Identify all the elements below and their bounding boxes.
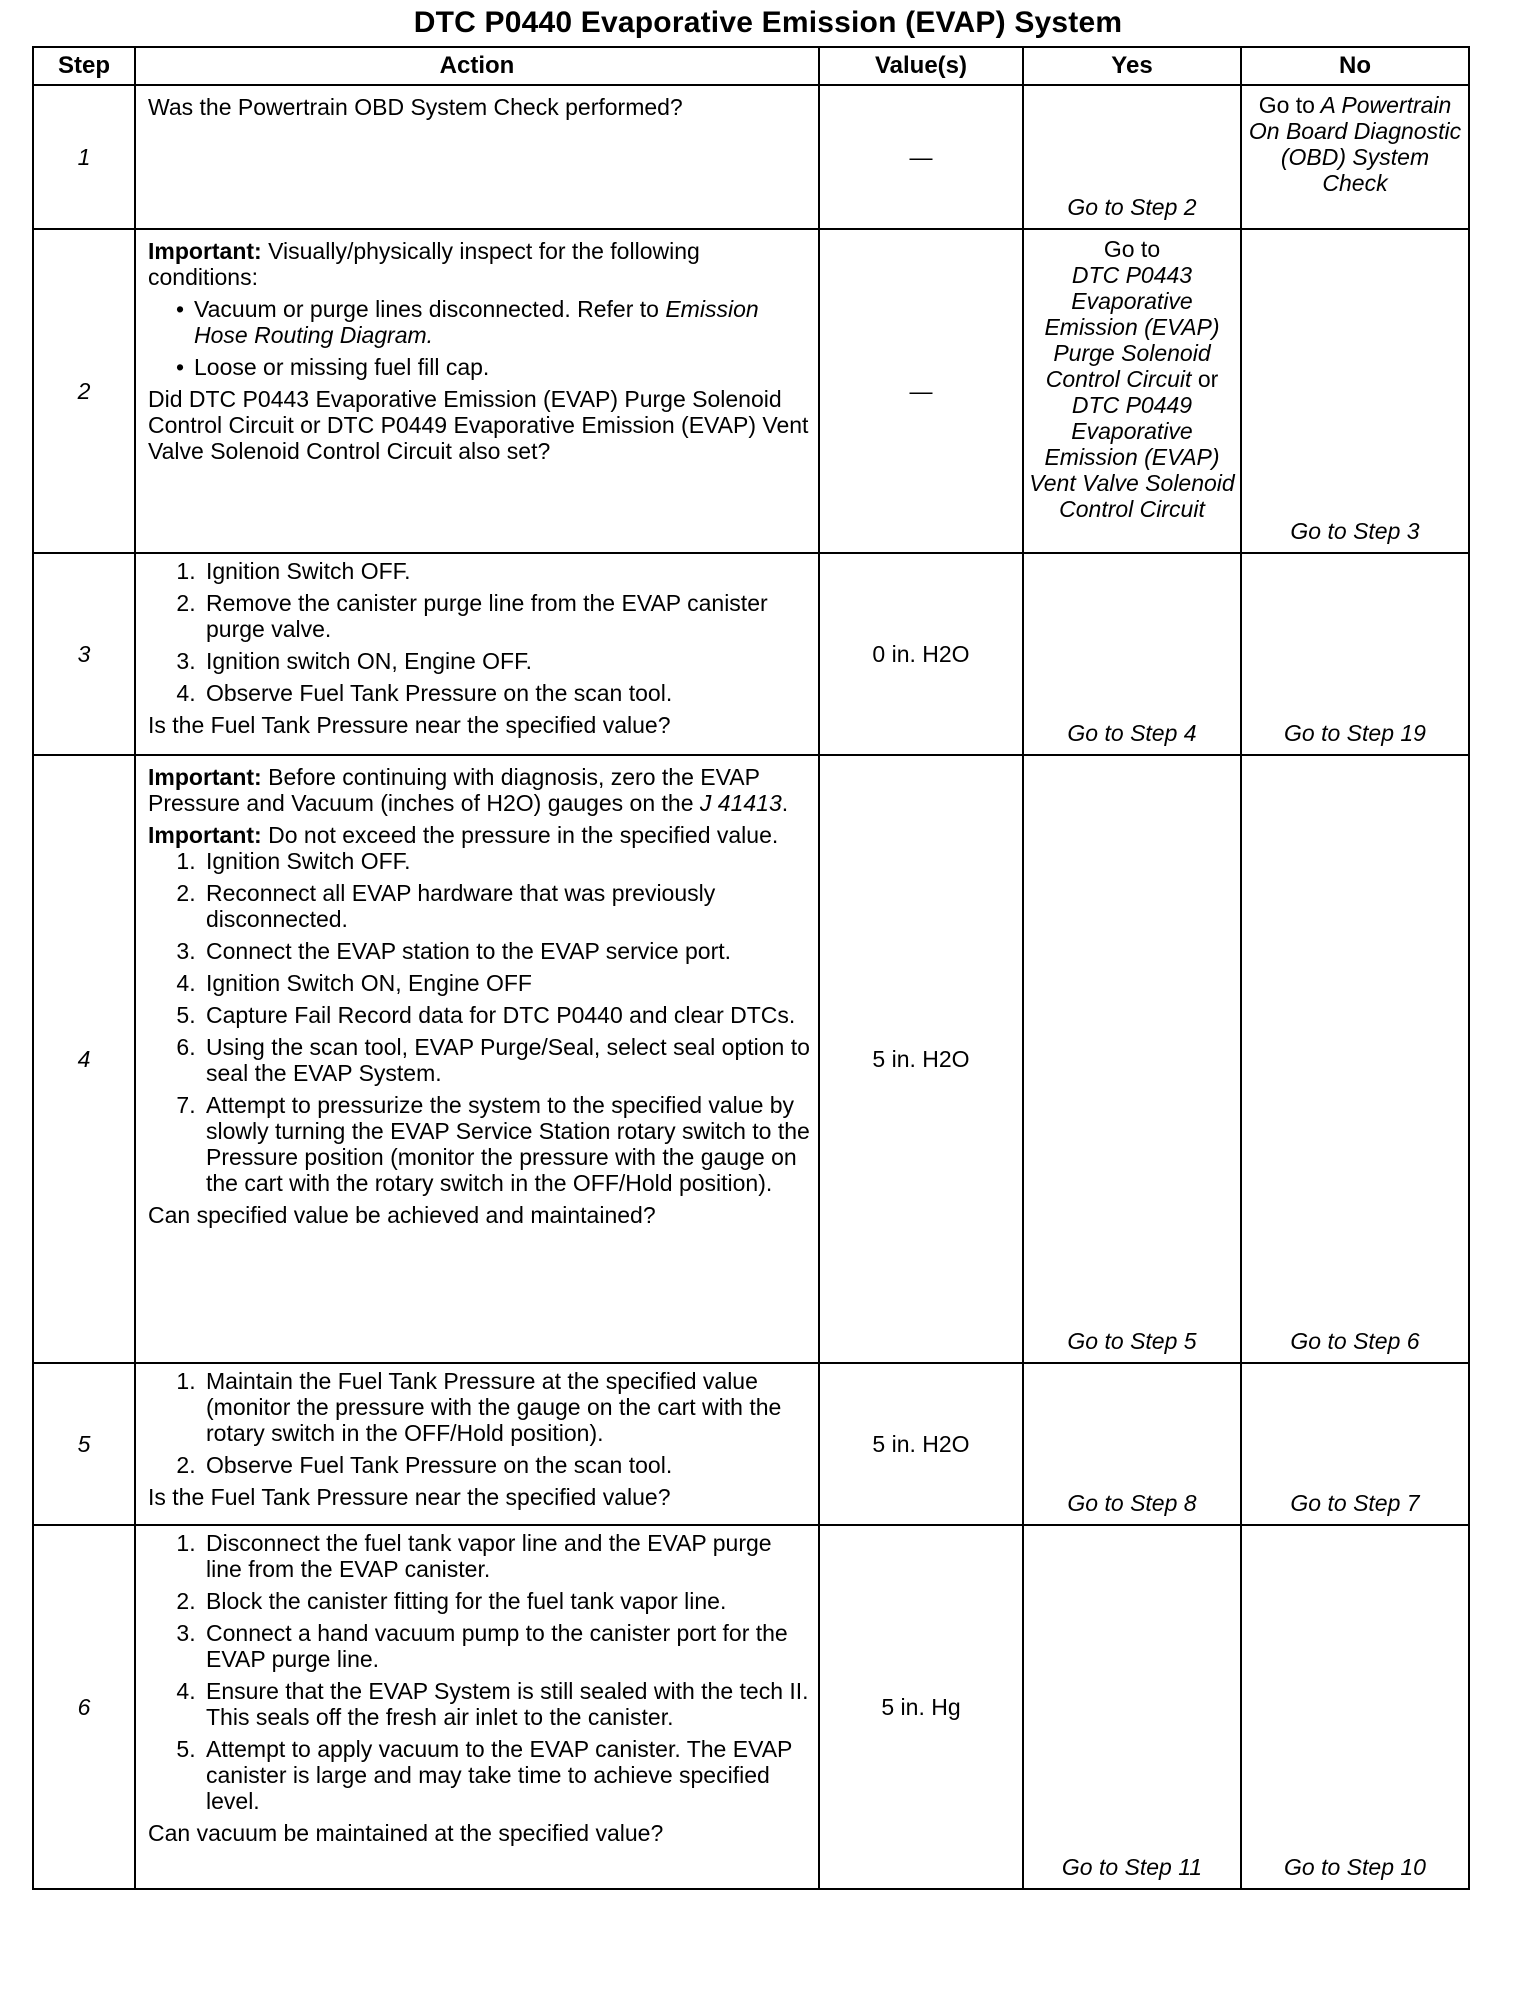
hose-diagram-link[interactable]: Emission Hose Routing Diagram.	[194, 296, 759, 348]
list-item: 3. Connect a hand vacuum pump to the canister port for the EVAP purge line.	[202, 1620, 810, 1672]
action-question: Is the Fuel Tank Pressure near the specified value?	[148, 1484, 671, 1510]
action-cell	[135, 755, 819, 1363]
value-cell: —	[819, 85, 1023, 229]
value-cell: 5 in. H2O	[819, 755, 1023, 1363]
step-number: 6	[33, 1525, 135, 1889]
important-text: Do not exceed the pressure in the specified value.	[268, 822, 779, 848]
step-number: 4	[33, 755, 135, 1363]
important-text: Visually/physically inspect for the following conditions:	[148, 238, 700, 290]
header-action: Action	[135, 47, 819, 85]
action-cell	[135, 1525, 819, 1889]
list-item: • Loose or missing fuel fill cap.	[194, 354, 810, 380]
list-item: 1. Ignition Switch OFF.	[202, 848, 810, 874]
step-number: 1	[33, 85, 135, 229]
important-end: .	[781, 790, 789, 816]
list-item: 2. Block the canister fitting for the fuel tank vapor line.	[202, 1588, 810, 1614]
no-cell[interactable]: Go to Step 10	[1241, 1525, 1469, 1889]
value-cell: —	[819, 229, 1023, 553]
step-number: 2	[33, 229, 135, 553]
action-cell	[135, 553, 819, 755]
condition-list	[148, 296, 810, 380]
list-item: 4. Observe Fuel Tank Pressure on the scan tool.	[202, 680, 810, 706]
action-cell	[135, 229, 819, 553]
header-row	[33, 47, 1469, 85]
no-link[interactable]: A Powertrain On Board Diagnostic (OBD) System Check	[1248, 92, 1462, 196]
procedure-list	[148, 848, 810, 1196]
yes-cell[interactable]	[1023, 229, 1241, 553]
list-item: 2. Remove the canister purge line from the EVAP canister purge valve.	[202, 590, 810, 642]
no-cell[interactable]: Go to Step 7	[1241, 1363, 1469, 1525]
list-item: 3. Connect the EVAP station to the EVAP service port.	[202, 938, 810, 964]
important-note	[148, 238, 810, 290]
list-item: 1. Disconnect the fuel tank vapor line and the EVAP purge line from the EVAP canister.	[202, 1530, 810, 1582]
step-number: 3	[33, 553, 135, 755]
important-label: Important:	[148, 238, 262, 264]
list-item: 5. Attempt to apply vacuum to the EVAP canister. The EVAP canister is large and may take time to achieve specified level.	[202, 1736, 810, 1814]
yes-cell[interactable]: Go to Step 5	[1023, 755, 1241, 1363]
yes-cell[interactable]: Go to Step 2	[1023, 85, 1241, 229]
list-item	[194, 296, 810, 348]
list-item: 3. Ignition switch ON, Engine OFF.	[202, 648, 810, 674]
action-question: Can specified value be achieved and maintained?	[148, 1202, 656, 1228]
list-item: 6. Using the scan tool, EVAP Purge/Seal, select seal option to seal the EVAP System.	[202, 1034, 810, 1086]
list-item: 4. Ensure that the EVAP System is still sealed with the tech II. This seals off the fresh air inlet to the canister.	[202, 1678, 810, 1730]
important-note	[148, 822, 810, 848]
important-label: Important:	[148, 764, 262, 790]
list-item: 2. Observe Fuel Tank Pressure on the scan tool.	[202, 1452, 810, 1478]
important-label: Important:	[148, 822, 262, 848]
page-title: DTC P0440 Evaporative Emission (EVAP) System	[413, 6, 1123, 39]
list-item: 1. Maintain the Fuel Tank Pressure at the specified value (monitor the pressure with the gauge on the cart with the rotary switch in the OFF/Hold position).	[202, 1368, 810, 1446]
table-row-step-3	[33, 553, 1469, 755]
no-prefix: Go to	[1258, 92, 1315, 118]
list-item: 7. Attempt to pressurize the system to the specified value by slowly turning the EVAP Service Station rotary switch to the Pressure position (monitor the pressure with the gauge on the cart with the rotary switch in the OFF/Hold position).	[202, 1092, 810, 1196]
procedure-list	[148, 1530, 810, 1814]
yes-prefix: Go to	[1103, 236, 1161, 262]
yes-cell[interactable]: Go to Step 8	[1023, 1363, 1241, 1525]
action-question: Did DTC P0443 Evaporative Emission (EVAP) Purge Solenoid Control Circuit or DTC P0449 Evaporative Emission (EVAP) Vent Valve Solenoid Control Circuit also set?	[148, 386, 809, 464]
table-row-step-4	[33, 755, 1469, 1363]
dtc-p0449-link[interactable]: DTC P0449 Evaporative Emission (EVAP) Vent Valve Solenoid Control Circuit	[1029, 392, 1235, 522]
list-item: 1. Ignition Switch OFF.	[202, 558, 810, 584]
action-cell	[135, 1363, 819, 1525]
yes-conjunction: or	[1197, 366, 1219, 392]
action-question: Is the Fuel Tank Pressure near the specified value?	[148, 712, 671, 738]
yes-cell[interactable]: Go to Step 11	[1023, 1525, 1241, 1889]
list-item: 2. Reconnect all EVAP hardware that was previously disconnected.	[202, 880, 810, 932]
table-row-step-5	[33, 1363, 1469, 1525]
no-cell[interactable]: Go to Step 3	[1241, 229, 1469, 553]
action-question: Can vacuum be maintained at the specified value?	[148, 1820, 664, 1846]
diagnostic-table	[32, 46, 1470, 1890]
action-cell	[135, 85, 819, 229]
header-step: Step	[33, 47, 135, 85]
no-cell[interactable]: Go to Step 6	[1241, 755, 1469, 1363]
important-text: Before continuing with diagnosis, zero the EVAP Pressure and Vacuum (inches of H2O) gauges on the	[148, 764, 760, 816]
tool-reference-link[interactable]: J 41413	[699, 790, 782, 816]
procedure-list	[148, 558, 810, 706]
list-item: 5. Capture Fail Record data for DTC P0440 and clear DTCs.	[202, 1002, 810, 1028]
value-cell: 5 in. Hg	[819, 1525, 1023, 1889]
procedure-list	[148, 1368, 810, 1478]
action-question: Was the Powertrain OBD System Check performed?	[148, 94, 683, 120]
no-cell[interactable]	[1241, 85, 1469, 229]
header-values: Value(s)	[819, 47, 1023, 85]
yes-cell[interactable]: Go to Step 4	[1023, 553, 1241, 755]
bullet-text: Vacuum or purge lines disconnected. Refer to	[194, 296, 659, 322]
table-row-step-6	[33, 1525, 1469, 1889]
important-note	[148, 764, 810, 816]
dtc-p0443-link[interactable]: DTC P0443 Evaporative Emission (EVAP) Purge Solenoid Control Circuit	[1044, 262, 1220, 392]
table-row-step-1	[33, 85, 1469, 229]
value-cell: 5 in. H2O	[819, 1363, 1023, 1525]
step-number: 5	[33, 1363, 135, 1525]
no-cell[interactable]: Go to Step 19	[1241, 553, 1469, 755]
table-row-step-2	[33, 229, 1469, 553]
header-yes: Yes	[1023, 47, 1241, 85]
value-cell: 0 in. H2O	[819, 553, 1023, 755]
header-no: No	[1241, 47, 1469, 85]
list-item: 4. Ignition Switch ON, Engine OFF	[202, 970, 810, 996]
